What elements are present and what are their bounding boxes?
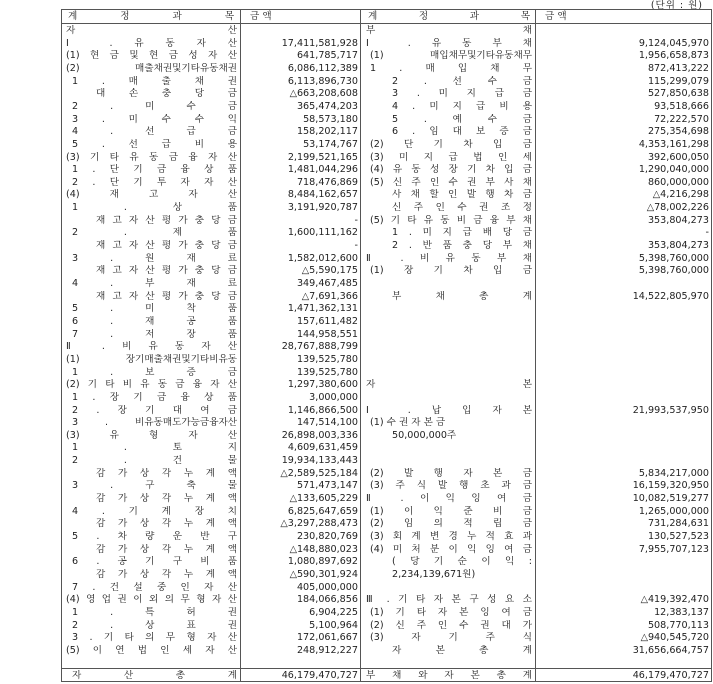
asset-row-amount [242, 25, 358, 36]
liability-row-label: (3) 미 지 급 법 인 세 [370, 151, 532, 163]
asset-row-amount: 46,179,470,727 [281, 670, 358, 681]
liability-row-label: (5) 기 타 유 동 비 금 융 부 채 [370, 214, 532, 226]
asset-row-label: 5 . 선 급 비 용 [72, 138, 237, 150]
liability-row-amount: 10,082,519,277 [632, 493, 709, 505]
asset-row-amount: △5,590,175 [301, 265, 358, 277]
asset-row-label: 1 . 장 기 금 융 상 품 [72, 391, 237, 403]
liability-row-amount [537, 569, 709, 580]
asset-row-amount: - [354, 240, 358, 252]
asset-row-label: 감 가 상 각 누 계 액 [96, 518, 237, 530]
asset-row-amount: 230,820,769 [296, 531, 358, 542]
liability-row-label: (1) 이 익 준 비 금 [370, 505, 532, 517]
asset-row-amount: 5,100,964 [309, 619, 358, 631]
asset-row-label: 재 고 자 산 평 가 충 당 금 [96, 290, 237, 302]
asset-row-label: 감 가 상 각 누 계 액 [96, 543, 237, 555]
liability-row-amount: 1,265,000,000 [638, 505, 709, 517]
asset-row-amount: 3,191,920,787 [287, 202, 358, 214]
liability-row-label: Ⅱ . 비 유 동 부 채 [366, 252, 532, 264]
asset-row-label: (1) 현 금 및 현 금 성 자 산 [66, 50, 237, 62]
asset-row-amount: △590,301,924 [289, 568, 358, 580]
asset-row-amount: 58,573,180 [303, 113, 358, 125]
asset-row-label: 4 . 선 급 금 [72, 126, 237, 138]
asset-row-label: 6 . 재 공 품 [72, 315, 237, 327]
asset-row-label: 3 . 기 타 의 무 형 자 산 [72, 632, 237, 644]
asset-row-label: (2) 매출채권및기타유동채권 [66, 62, 237, 74]
asset-row-amount: 28,767,888,799 [281, 341, 358, 353]
liability-row-label: 3 . 미 지 급 금 [392, 88, 532, 100]
liability-row-label: Ⅰ . 유 동 부 채 [366, 37, 532, 49]
liability-row-amount: 93,518,666 [654, 100, 709, 112]
asset-row-label: 2 . 장 기 대 여 금 [72, 404, 237, 416]
liability-row-amount: 16,159,320,950 [632, 480, 709, 492]
asset-row-label: (2) 기 타 비 유 동 금 융 자 산 [66, 379, 237, 391]
asset-row-label: 1 . 보 증 금 [72, 366, 237, 378]
liability-row-label: 1 . 매 입 채 무 [370, 62, 532, 74]
header-amount-left: 금 액 [250, 11, 272, 22]
liability-row-label: 2,234,139,671원) [392, 568, 476, 580]
asset-row-label: 자 산 [66, 25, 237, 36]
liability-row-label: 사 채 할 인 발 행 차 금 [392, 189, 532, 201]
liability-row-label: 자 본 총 계 [392, 644, 532, 656]
liability-row-amount: 4,353,161,298 [638, 138, 709, 150]
liability-row-amount: 31,656,664,757 [632, 644, 709, 656]
liability-row-label: (3) 회 계 변 경 누 적 효 과 [370, 531, 532, 542]
asset-row-amount: 6,904,225 [309, 606, 358, 618]
asset-row-amount: 139,525,780 [296, 353, 358, 365]
liability-row-label: (2) 단 기 차 입 금 [370, 138, 532, 150]
liability-row-amount [537, 25, 709, 36]
liability-row-label: (1) 기 타 자 본 잉 여 금 [370, 606, 532, 618]
asset-row-amount: △663,208,608 [289, 88, 358, 100]
liability-row-label: (3) 자 기 주 식 [370, 632, 532, 644]
liability-row-label: Ⅲ . 기 타 자 본 구 성 요 소 [366, 594, 532, 606]
asset-row-amount: 172,061,667 [296, 632, 358, 644]
liability-row-label: 6 . 임 대 보 증 금 [392, 126, 532, 138]
asset-row-amount: 718,476,869 [296, 176, 358, 188]
asset-row-amount: 571,473,147 [296, 480, 358, 492]
asset-row-amount: 184,066,856 [296, 594, 358, 606]
asset-row-amount: 641,785,717 [296, 50, 358, 62]
liability-row-label: (4) 유 동 성 장 기 차 입 금 [370, 164, 532, 176]
asset-row-label: 3 . 비유동매도가능금융자산 [72, 417, 237, 429]
liability-row-label: (1) 장 기 차 입 금 [370, 265, 532, 277]
liability-row-amount: △419,392,470 [640, 594, 709, 606]
asset-row-label: 자 산 총 계 [72, 670, 237, 681]
asset-row-amount: 1,600,111,162 [287, 227, 358, 239]
asset-row-amount: 19,934,133,443 [281, 455, 358, 467]
liability-row-amount: 5,834,217,000 [638, 467, 709, 479]
asset-row-amount: △2,589,525,184 [280, 467, 358, 479]
asset-row-label: 2 . 제 품 [72, 227, 237, 239]
liability-row-label: 2 . 선 수 금 [392, 75, 532, 87]
liability-row-amount: 46,179,470,727 [632, 670, 709, 681]
header-account-right: 계 정 과 목 [368, 11, 530, 22]
asset-row-amount: 8,484,162,657 [287, 189, 358, 201]
liability-row-label: 50,000,000주 [392, 429, 457, 441]
liability-row-amount: 14,522,805,970 [632, 290, 709, 302]
asset-row-amount: 365,474,203 [296, 100, 358, 112]
asset-row-amount: 144,958,551 [296, 328, 358, 340]
asset-row-label: 1 . 토 지 [72, 442, 237, 454]
asset-row-amount: 53,174,767 [303, 138, 358, 150]
asset-row-label: 대 손 충 당 금 [96, 88, 237, 100]
liability-row-label: 4 . 미 지 급 비 용 [392, 100, 532, 112]
liability-row-amount: △78,002,226 [646, 202, 709, 214]
asset-row-amount: 349,467,485 [296, 278, 358, 289]
asset-row-amount: 1,471,362,131 [287, 303, 358, 315]
asset-row-label: 2 . 건 물 [72, 455, 237, 467]
asset-row-label: 감 가 상 각 누 계 액 [96, 568, 237, 580]
liability-row-amount [537, 556, 709, 567]
liability-row-amount: △940,545,720 [640, 632, 709, 644]
liability-row-label: Ⅱ . 이 익 잉 여 금 [366, 493, 532, 505]
asset-row-amount: △3,297,288,473 [280, 518, 358, 530]
header-account-left: 계 정 과 목 [68, 11, 234, 22]
liability-row-amount: 731,284,631 [647, 518, 709, 530]
liability-row-amount: 353,804,273 [647, 240, 709, 252]
asset-row-label: 2 . 미 수 금 [72, 100, 237, 112]
asset-row-amount: 17,411,581,928 [281, 37, 358, 49]
liability-row-label: 신 주 인 수 권 조 정 [392, 202, 532, 214]
asset-row-amount: 6,086,112,389 [287, 62, 358, 74]
asset-row-amount: △133,605,229 [289, 493, 358, 505]
liability-row-label: 부 채 [366, 25, 532, 36]
asset-row-label: 1 . 매 출 채 권 [72, 75, 237, 87]
liability-row-label: (2) 신 주 인 수 권 대 가 [370, 619, 532, 631]
liability-row-amount: 5,398,760,000 [638, 252, 709, 264]
asset-row-amount: △148,880,023 [289, 543, 358, 555]
asset-row-label: (3) 기 타 유 동 금 융 자 산 [66, 151, 237, 163]
asset-row-amount: 157,611,482 [296, 315, 358, 327]
liability-row-amount: 275,354,698 [647, 126, 709, 138]
asset-row-amount: 1,582,012,600 [287, 252, 358, 264]
asset-row-label: 재 고 자 산 평 가 충 당 금 [96, 214, 237, 226]
asset-row-amount: 6,825,647,659 [287, 505, 358, 517]
liability-row-amount: 9,124,045,970 [638, 37, 709, 49]
asset-row-amount: 2,199,521,165 [287, 151, 358, 163]
asset-row-amount: 3,000,000 [309, 391, 358, 403]
asset-row-amount: 248,912,227 [296, 644, 358, 656]
asset-row-label: 3 . 구 축 물 [72, 480, 237, 492]
asset-row-amount: 26,898,003,336 [281, 429, 358, 441]
total-divider [62, 668, 711, 669]
liability-row-label: 자 본 [366, 379, 532, 391]
liability-row-amount: 7,955,707,123 [638, 543, 709, 555]
asset-row-label: (4) 영 업 권 이 외 의 무 형 자 산 [66, 594, 237, 606]
asset-row-label: 7 . 건 설 중 인 자 산 [72, 581, 237, 593]
asset-row-label: Ⅰ . 유 동 자 산 [66, 37, 237, 49]
liability-row-label: Ⅰ . 납 입 자 본 [366, 404, 532, 416]
asset-row-amount: 139,525,780 [296, 366, 358, 378]
liability-row-amount: 353,804,273 [647, 214, 709, 226]
asset-row-amount: 1,297,380,600 [287, 379, 358, 391]
unit-label: (단위 : 원) [650, 0, 703, 11]
asset-row-label: 1 . 상 품 [72, 202, 237, 214]
asset-row-label: 1 . 특 허 권 [72, 606, 237, 618]
asset-row-label: 1 . 단 기 금 융 상 품 [72, 164, 237, 176]
liability-row-label: 5 . 예 수 금 [392, 113, 532, 125]
liability-row-amount [537, 430, 709, 441]
liability-row-amount [537, 379, 709, 390]
asset-row-amount: 1,481,044,296 [287, 164, 358, 176]
header-amount-right: 금 액 [545, 11, 567, 22]
liability-row-amount: 1,290,040,000 [638, 164, 709, 176]
asset-row-label: 2 . 단 기 투 자 자 산 [72, 176, 237, 188]
asset-row-label: 4 . 기 계 장 치 [72, 505, 237, 517]
liability-row-amount: 115,299,079 [647, 75, 709, 87]
asset-row-amount: 1,080,897,692 [287, 556, 358, 568]
liability-row-label: ( 당 기 순 이 익 : [392, 556, 532, 568]
asset-row-amount: 158,202,117 [296, 126, 358, 138]
asset-row-label: 재 고 자 산 평 가 충 당 금 [96, 265, 237, 277]
liability-row-amount: 527,850,638 [647, 88, 709, 100]
asset-row-label: 6 . 공 기 구 비 품 [72, 556, 237, 568]
asset-row-amount: 147,514,100 [296, 417, 358, 429]
asset-row-label: (1) 장기매출채권및기타비유동 [66, 353, 237, 365]
asset-row-label: (4) 재 고 자 산 [66, 189, 237, 201]
asset-row-amount: - [354, 214, 358, 226]
liability-row-amount: 12,383,137 [654, 606, 709, 618]
balance-sheet-table [61, 9, 712, 682]
liability-row-label: (5) 신 주 인 수 권 부 사 채 [370, 176, 532, 188]
liability-row-label: (3) 주 식 발 행 초 과 금 [370, 480, 532, 492]
liability-row-amount: 392,600,050 [647, 151, 709, 163]
asset-row-label: 3 . 원 재 료 [72, 252, 237, 264]
asset-row-amount: 405,000,000 [296, 581, 358, 593]
liability-row-label: 1 . 미 지 급 배 당 금 [392, 227, 532, 239]
liability-row-label: (2) 발 행 자 본 금 [370, 467, 532, 479]
header-divider [62, 23, 711, 24]
asset-row-label: 감 가 상 각 누 계 액 [96, 467, 237, 479]
asset-row-amount: 4,609,631,459 [287, 442, 358, 454]
asset-row-amount: 6,113,896,730 [287, 75, 358, 87]
liability-row-amount: - [705, 227, 709, 239]
liability-row-amount: 872,413,222 [647, 62, 709, 74]
asset-row-label: 5 . 미 착 품 [72, 303, 237, 315]
liability-row-amount: 860,000,000 [647, 176, 709, 188]
liability-row-amount: △4,216,298 [652, 189, 709, 201]
liability-row-amount: 130,527,523 [647, 531, 709, 542]
asset-row-amount: △7,691,366 [301, 290, 358, 302]
liability-row-amount: 5,398,760,000 [638, 265, 709, 277]
liability-row-amount: 21,993,537,950 [632, 404, 709, 416]
asset-row-label: (3) 유 형 자 산 [66, 429, 237, 441]
asset-row-label: 3 . 미 수 수 익 [72, 113, 237, 125]
liability-row-label: (1) 매입채무및기타유동채무 [370, 50, 532, 62]
liability-row-label: 부 채 와 자 본 총 계 [366, 670, 532, 681]
liability-row-label: (4) 미 처 분 이 익 잉 여 금 [370, 543, 532, 555]
liability-row-amount: 1,956,658,873 [638, 50, 709, 62]
liability-row-label: 2 . 반 품 충 당 부 채 [392, 240, 532, 252]
liability-row-amount: 72,222,570 [654, 113, 709, 125]
asset-row-label: Ⅱ . 비 유 동 자 산 [66, 341, 237, 353]
asset-row-label: 2 . 상 표 권 [72, 619, 237, 631]
asset-row-label: (5) 이 연 법 인 세 자 산 [66, 644, 237, 656]
liability-row-amount [537, 417, 709, 428]
asset-row-label: 4 . 부 재 료 [72, 278, 237, 289]
asset-row-label: 5 . 차 량 운 반 구 [72, 531, 237, 542]
liability-row-amount: 508,770,113 [647, 619, 709, 631]
asset-row-label: 재 고 자 산 평 가 충 당 금 [96, 240, 237, 252]
asset-row-amount: 1,146,866,500 [287, 404, 358, 416]
asset-row-label: 7 . 저 장 품 [72, 328, 237, 340]
liability-row-label: 부 채 총 계 [392, 290, 532, 302]
asset-row-label: 감 가 상 각 누 계 액 [96, 493, 237, 505]
liability-row-label: (2) 임 의 적 립 금 [370, 518, 532, 530]
liability-row-label: (1) 수 권 자 본 금 [370, 417, 446, 429]
